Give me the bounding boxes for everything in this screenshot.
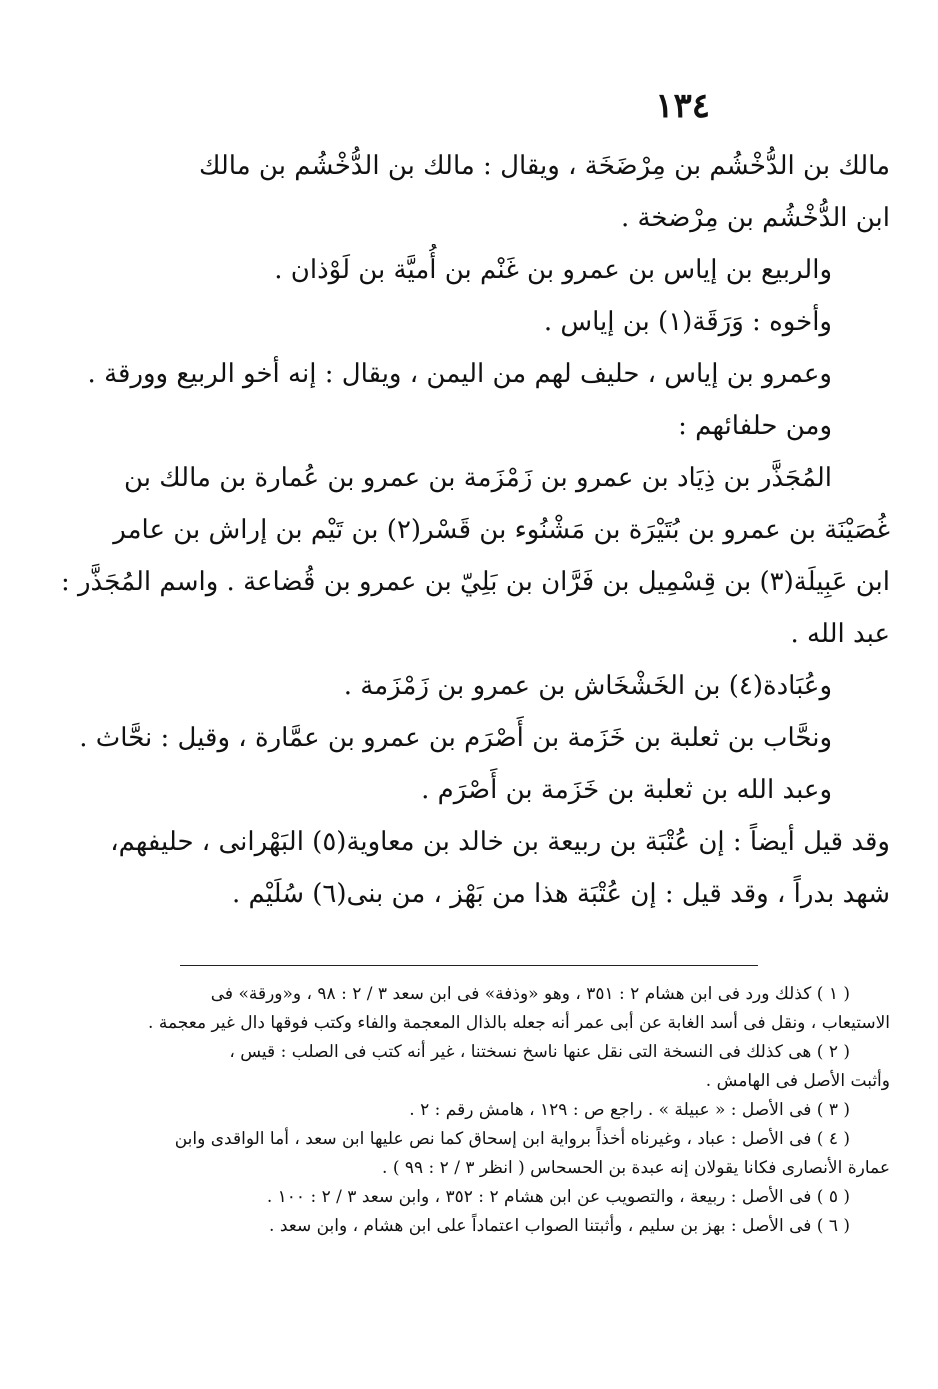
text-line: ونحَّاب بن ثعلبة بن خَزَمة بن أَصْرَم بن عمرو بن عمَّارة ، وقيل : نحَّاث . bbox=[79, 723, 832, 753]
footnote-line: ( ٥ ) فى الأصل : ربيعة ، والتصويب عن ابن هشام ٢ : ٣٥٢ ، وابن سعد ٣ / ٢ : ١٠٠ . bbox=[266, 1187, 850, 1207]
text-line: والربيع بن إياس بن عمرو بن غَنْم بن أُميَّة بن لَوْذان . bbox=[274, 255, 832, 285]
text-line: ابن عَبِيلَة(٣) بن قِسْمِيل بن فَرَّان بن بَلِيّ بن عمرو بن قُضاعة . واسم المُجَذَّر : bbox=[60, 567, 890, 597]
footnote-separator bbox=[180, 965, 758, 966]
text-line: ومن حلفائهم : bbox=[678, 411, 832, 441]
text-line: وعمرو بن إياس ، حليف لهم من اليمن ، ويقال : إنه أخو الربيع وورقة . bbox=[87, 359, 832, 389]
text-line: وعُبَادة(٤) بن الخَشْخَاش بن عمرو بن زَمْزَمة . bbox=[343, 671, 832, 701]
footnote-line: الاستيعاب ، ونقل فى أسد الغابة عن أبى عمر أنه جعله بالذال المعجمة والفاء وكتب فوقها دال غير معجمة . bbox=[148, 1013, 890, 1033]
footnote-line: ( ٢ ) هى كذلك فى النسخة التى نقل عنها ناسخ نسختنا ، غير أنه كتب فى الصلب : قيس ، bbox=[229, 1042, 850, 1062]
text-line: غُصَيْنَة بن عمرو بن بُتَيْرَة بن مَشْنُوء بن قَسْر(٢) بن تَيْم بن إراش بن عامر bbox=[113, 515, 890, 545]
text-line: عبد الله . bbox=[790, 619, 890, 649]
footnote-line: ( ٤ ) فى الأصل : عباد ، وغيرناه أخذاً برواية ابن إسحاق كما نص عليها ابن سعد ، أما الواقدى وابن bbox=[174, 1129, 850, 1149]
main-text bbox=[60, 140, 890, 920]
text-line: ابن الدُّخْشُم بن مِرْضخة . bbox=[620, 203, 890, 233]
text-line: مالك بن الدُّخْشُم بن مِرْضَخَة ، ويقال : مالك بن الدُّخْشُم بن مالك bbox=[198, 151, 890, 181]
text-line: المُجَذَّر بن ذِيَاد بن عمرو بن زَمْزَمة بن عمرو بن عُمارة بن مالك بن bbox=[123, 463, 832, 493]
footnote-line: ( ١ ) كذلك ورد فى ابن هشام ٢ : ٣٥١ ، وهو «وذفة» فى ابن سعد ٣ / ٢ : ٩٨ ، و«ورقة» فى bbox=[210, 984, 850, 1004]
text-line: شهد بدراً ، وقد قيل : إن عُتْبَة هذا من بَهْز ، من بنى(٦) سُلَيْم . bbox=[231, 879, 890, 909]
page-number: ١٣٤ bbox=[655, 86, 710, 126]
text-line: وعبد الله بن ثعلبة بن خَزَمة بن أَصْرَم . bbox=[421, 775, 832, 805]
footnote-line: ( ٦ ) فى الأصل : بهز بن سليم ، وأثبتنا الصواب اعتماداً على ابن هشام ، وابن سعد . bbox=[269, 1216, 850, 1236]
footnotes bbox=[60, 980, 890, 1241]
footnote-line: ( ٣ ) فى الأصل : « عبيلة » . راجع ص : ١٢٩ ، هامش رقم : ٢ . bbox=[409, 1100, 850, 1120]
text-line: وأخوه : وَرَقَة(١) بن إياس . bbox=[543, 307, 832, 337]
text-line: وقد قيل أيضاً : إن عُتْبَة بن ربيعة بن خالد بن معاوية(٥) البَهْرانى ، حليفهم، bbox=[110, 827, 890, 857]
footnote-line: وأثبت الأصل فى الهامش . bbox=[705, 1071, 890, 1091]
footnote-line: عمارة الأنصارى فكانا يقولان إنه عبدة بن الحسحاس ( انظر ٣ / ٢ : ٩٩ ) . bbox=[382, 1158, 890, 1178]
